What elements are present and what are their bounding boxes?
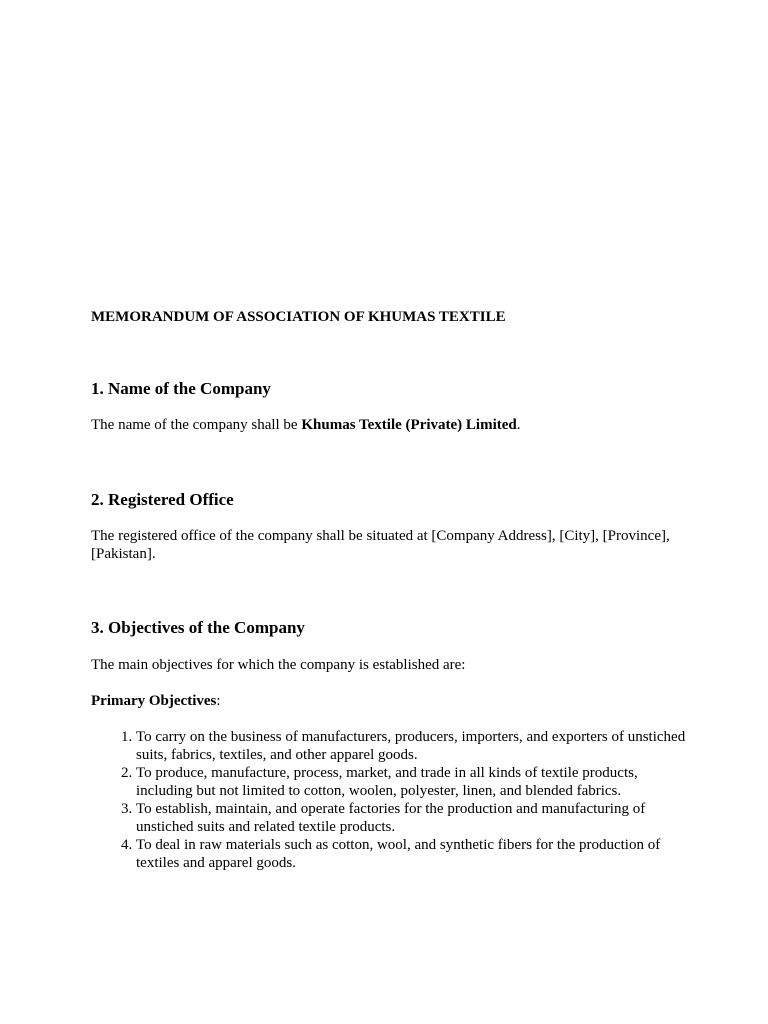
document-body bbox=[91, 308, 691, 872]
list-item: 3. To establish, maintain, and operate factories for the production and manufacturing of unstiched suits and related textile products. bbox=[136, 800, 691, 836]
company-name-paragraph bbox=[91, 416, 691, 434]
list-item: 1. To carry on the business of manufacturers, producers, importers, and exporters of unstiched suits, fabrics, textiles, and other apparel goods. bbox=[136, 728, 691, 764]
objectives-intro: The main objectives for which the company is established are: bbox=[91, 657, 466, 673]
primary-objectives-subheading bbox=[91, 692, 691, 710]
section-heading-name: 1. Name of the Company bbox=[91, 379, 271, 398]
document-title: MEMORANDUM OF ASSOCIATION OF KHUMAS TEXTILE bbox=[91, 309, 506, 325]
primary-objectives-label: Primary Objectives bbox=[91, 693, 217, 709]
list-item: 4. To deal in raw materials such as cotton, wool, and synthetic fibers for the production of textiles and apparel goods. bbox=[136, 836, 691, 872]
section-heading-objectives: 3. Objectives of the Company bbox=[91, 618, 305, 637]
section-heading-registered-office: 2. Registered Office bbox=[91, 490, 234, 509]
primary-objectives-colon: : bbox=[216, 693, 221, 709]
list-item: 2. To produce, manufacture, process, market, and trade in all kinds of textile products, including but not limited to cotton, woolen, polyester, linen, and blended fabrics. bbox=[136, 764, 691, 800]
company-name-bold: Khumas Textile (Private) Limited bbox=[301, 417, 517, 433]
company-name-text: The name of the company shall be bbox=[91, 417, 302, 433]
primary-objectives-list bbox=[91, 728, 691, 872]
registered-office-paragraph: The registered office of the company shall be situated at [Company Address], [City], [Province], [Pakistan]. bbox=[91, 528, 670, 562]
company-name-period: . bbox=[516, 417, 521, 433]
